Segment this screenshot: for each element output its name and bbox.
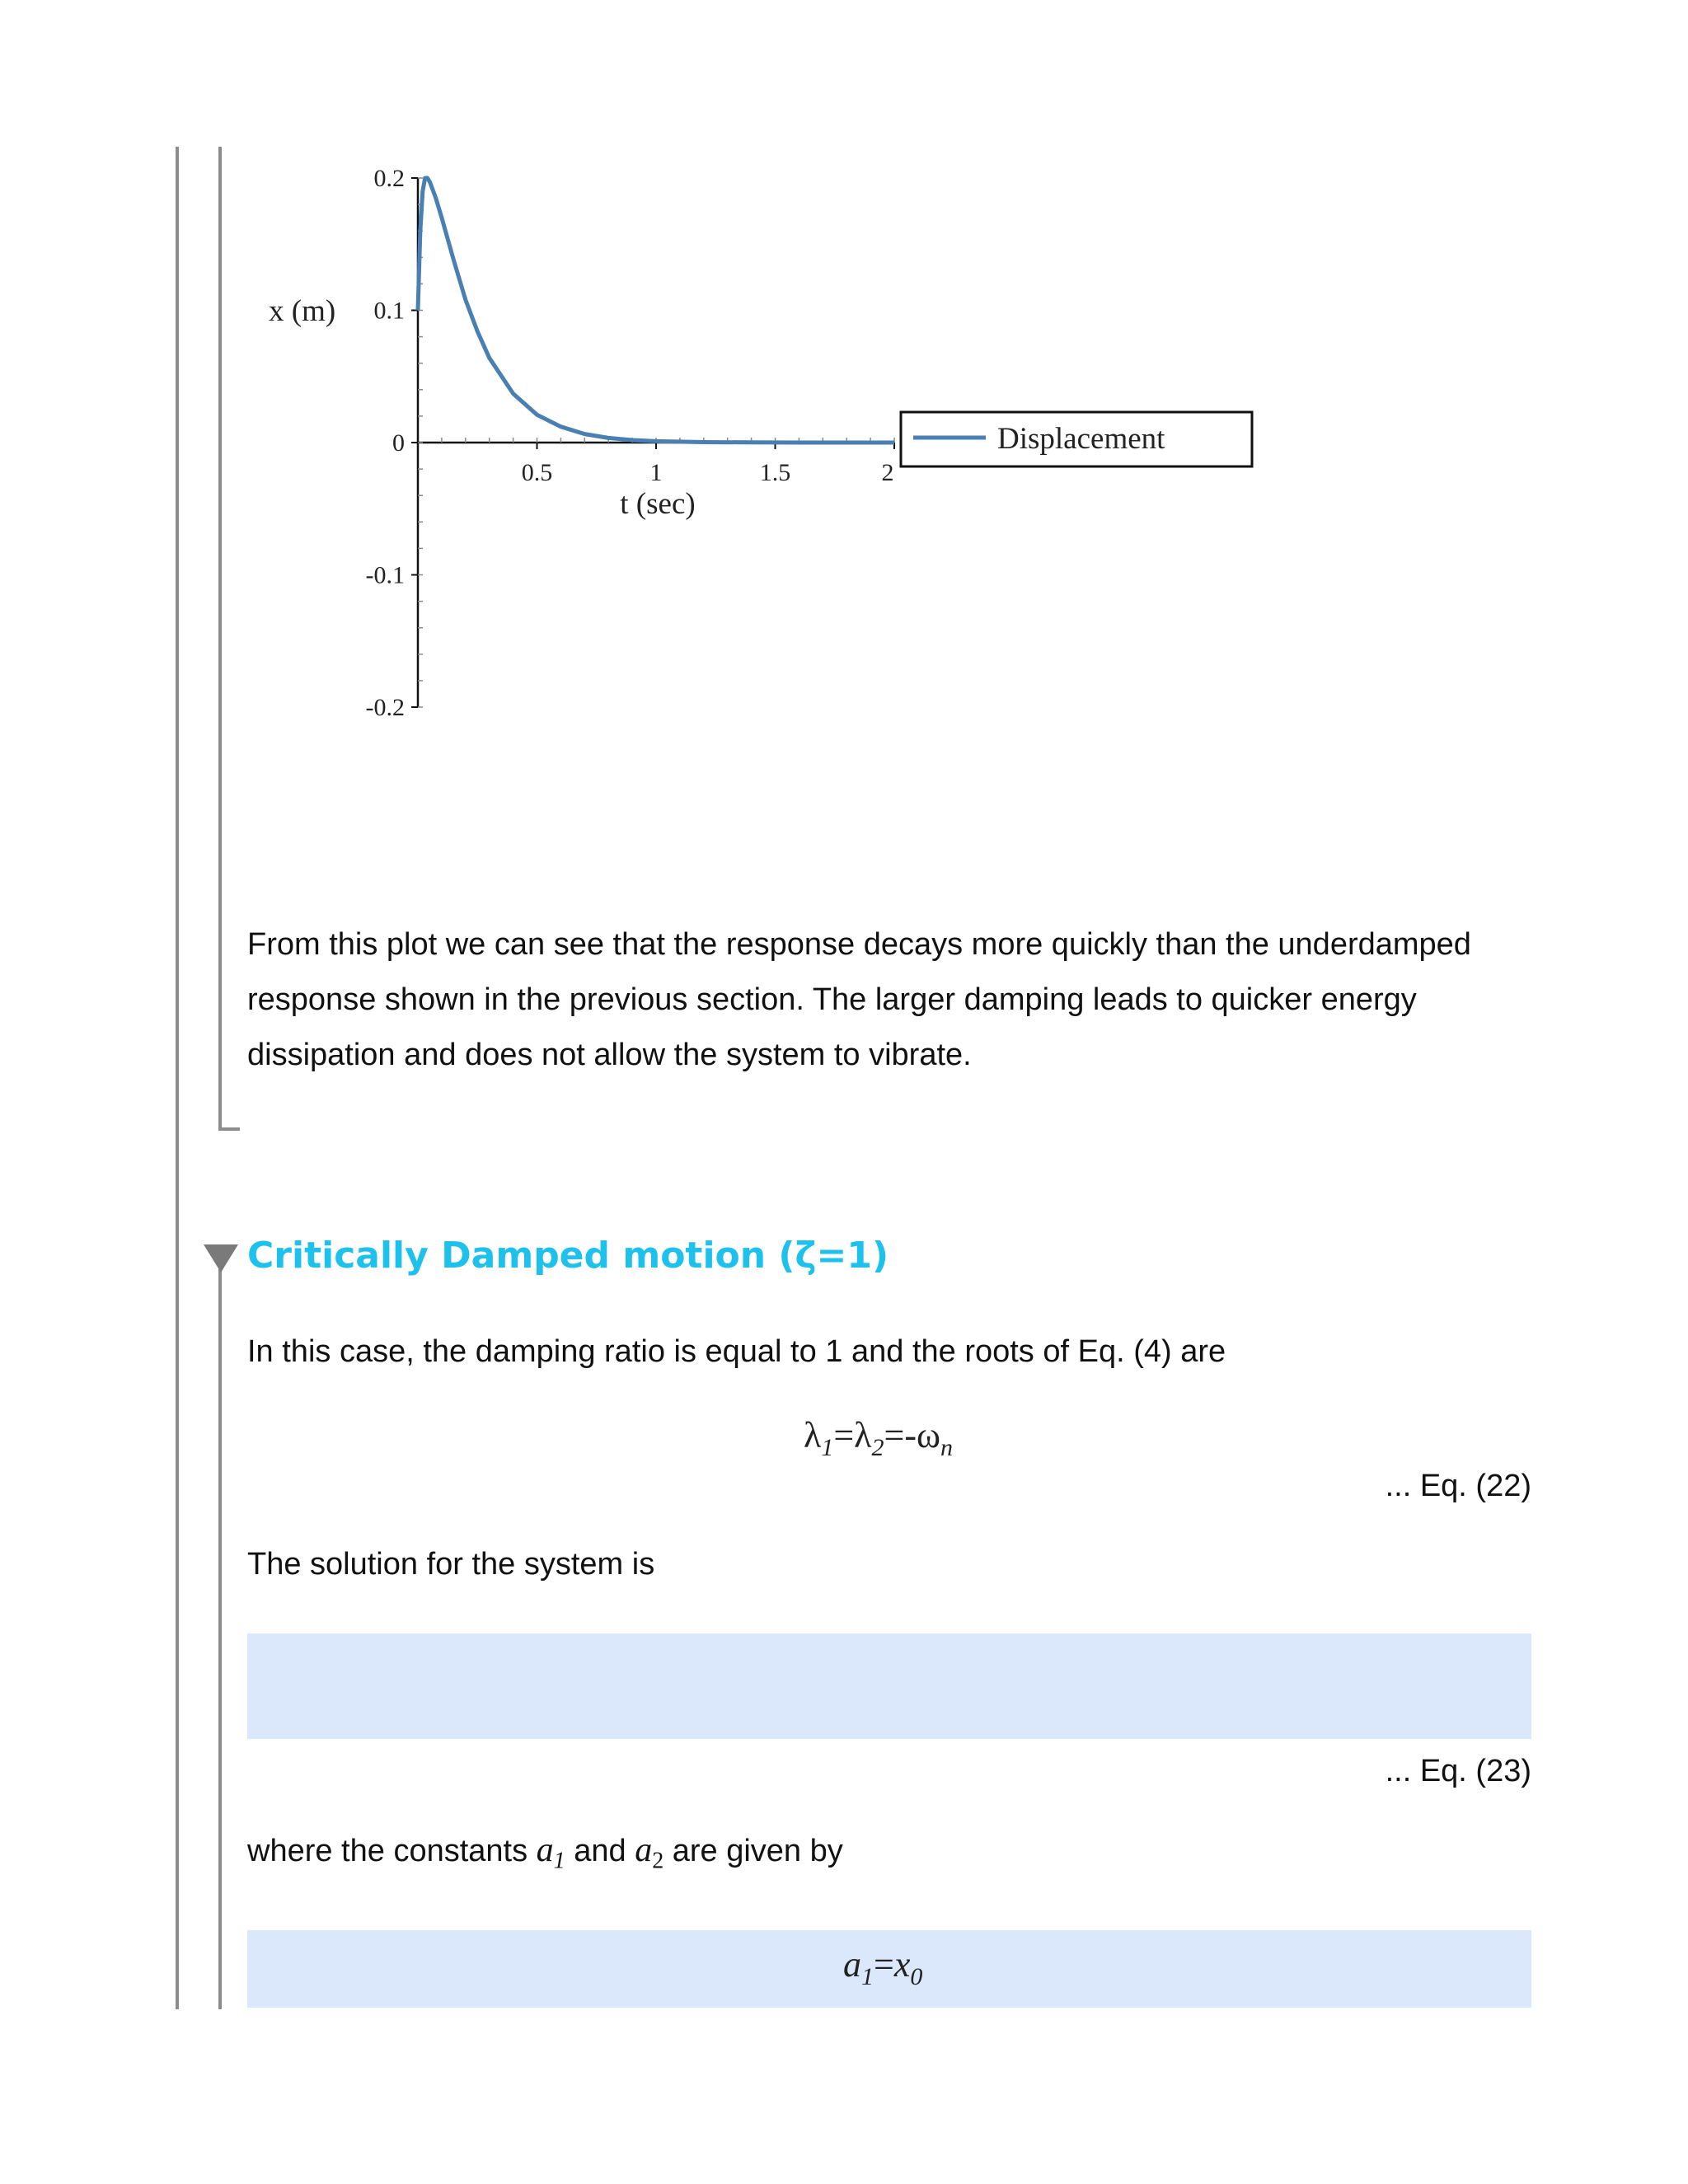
- section-collapse-triangle[interactable]: [204, 1244, 238, 1272]
- paragraph-line: response shown in the previous section. The larger damping leads to quicker energy: [247, 982, 1417, 1017]
- text-fragment: are given by: [663, 1834, 843, 1868]
- section-title-critically-damped: Critically Damped motion (ζ=1): [247, 1235, 889, 1277]
- equation-solution-block: [247, 1633, 1531, 1739]
- variable-a: a: [843, 1944, 861, 1985]
- legend: [901, 412, 1252, 466]
- equals-sign: =: [874, 1944, 894, 1985]
- lambda-symbol: λ: [804, 1415, 822, 1455]
- x-axis-label: t (sec): [620, 487, 696, 521]
- x-tick-label: 2: [881, 459, 894, 486]
- text-fragment: and: [565, 1834, 635, 1868]
- subscript: 1: [861, 1962, 874, 1990]
- variable-x: x: [893, 1944, 911, 1985]
- omega-symbol: ω: [916, 1415, 940, 1455]
- section-bar-critical: [218, 1269, 222, 2009]
- y-tick-label: 0.2: [373, 165, 405, 192]
- y-tick-label: 0.1: [373, 297, 405, 325]
- equation-roots: [804, 1414, 953, 1462]
- subscript: 1: [553, 1848, 565, 1874]
- variable-a: a: [536, 1831, 554, 1869]
- y-tick-label: 0: [392, 429, 405, 457]
- y-tick-label: -0.1: [365, 561, 405, 589]
- y-tick-label: -0.2: [365, 694, 405, 721]
- equation-number-22: ... Eq. (22): [1385, 1469, 1531, 1503]
- paragraph-line: From this plot we can see that the response decays more quickly than the underdamped: [247, 927, 1471, 962]
- y-axis-label: x (m): [269, 294, 336, 328]
- equation-a1: [843, 1943, 922, 1991]
- equals-sign: =: [833, 1415, 855, 1455]
- subscript: 0: [910, 1962, 923, 1990]
- lambda-symbol: λ: [854, 1415, 872, 1455]
- text-roots-intro: In this case, the damping ratio is equal to 1 and the roots of Eq. (4) are: [247, 1334, 1226, 1369]
- equals-sign: =-: [884, 1415, 917, 1455]
- variable-a: a: [635, 1831, 653, 1869]
- displacement-plot: [0, 0, 1688, 824]
- inner-section-bar-end: [218, 1127, 240, 1131]
- equation-number-23: ... Eq. (23): [1385, 1754, 1531, 1788]
- x-tick-label: 0.5: [521, 459, 553, 486]
- text-solution-intro: The solution for the system is: [247, 1547, 655, 1582]
- paragraph-line: dissipation and does not allow the system to vibrate.: [247, 1038, 972, 1072]
- subscript: 1: [821, 1433, 834, 1461]
- x-tick-label: 1.5: [759, 459, 791, 486]
- subscript: n: [940, 1433, 953, 1461]
- legend-label-displacement: Displacement: [997, 422, 1165, 456]
- text-constants: [247, 1823, 843, 1889]
- series-line-displacement: [418, 178, 894, 443]
- subscript: 2: [652, 1848, 664, 1874]
- subscript: 2: [871, 1433, 884, 1461]
- paragraph-plot-description: [247, 917, 1471, 1083]
- text-fragment: where the constants: [247, 1834, 537, 1868]
- x-tick-label: 1: [649, 459, 663, 486]
